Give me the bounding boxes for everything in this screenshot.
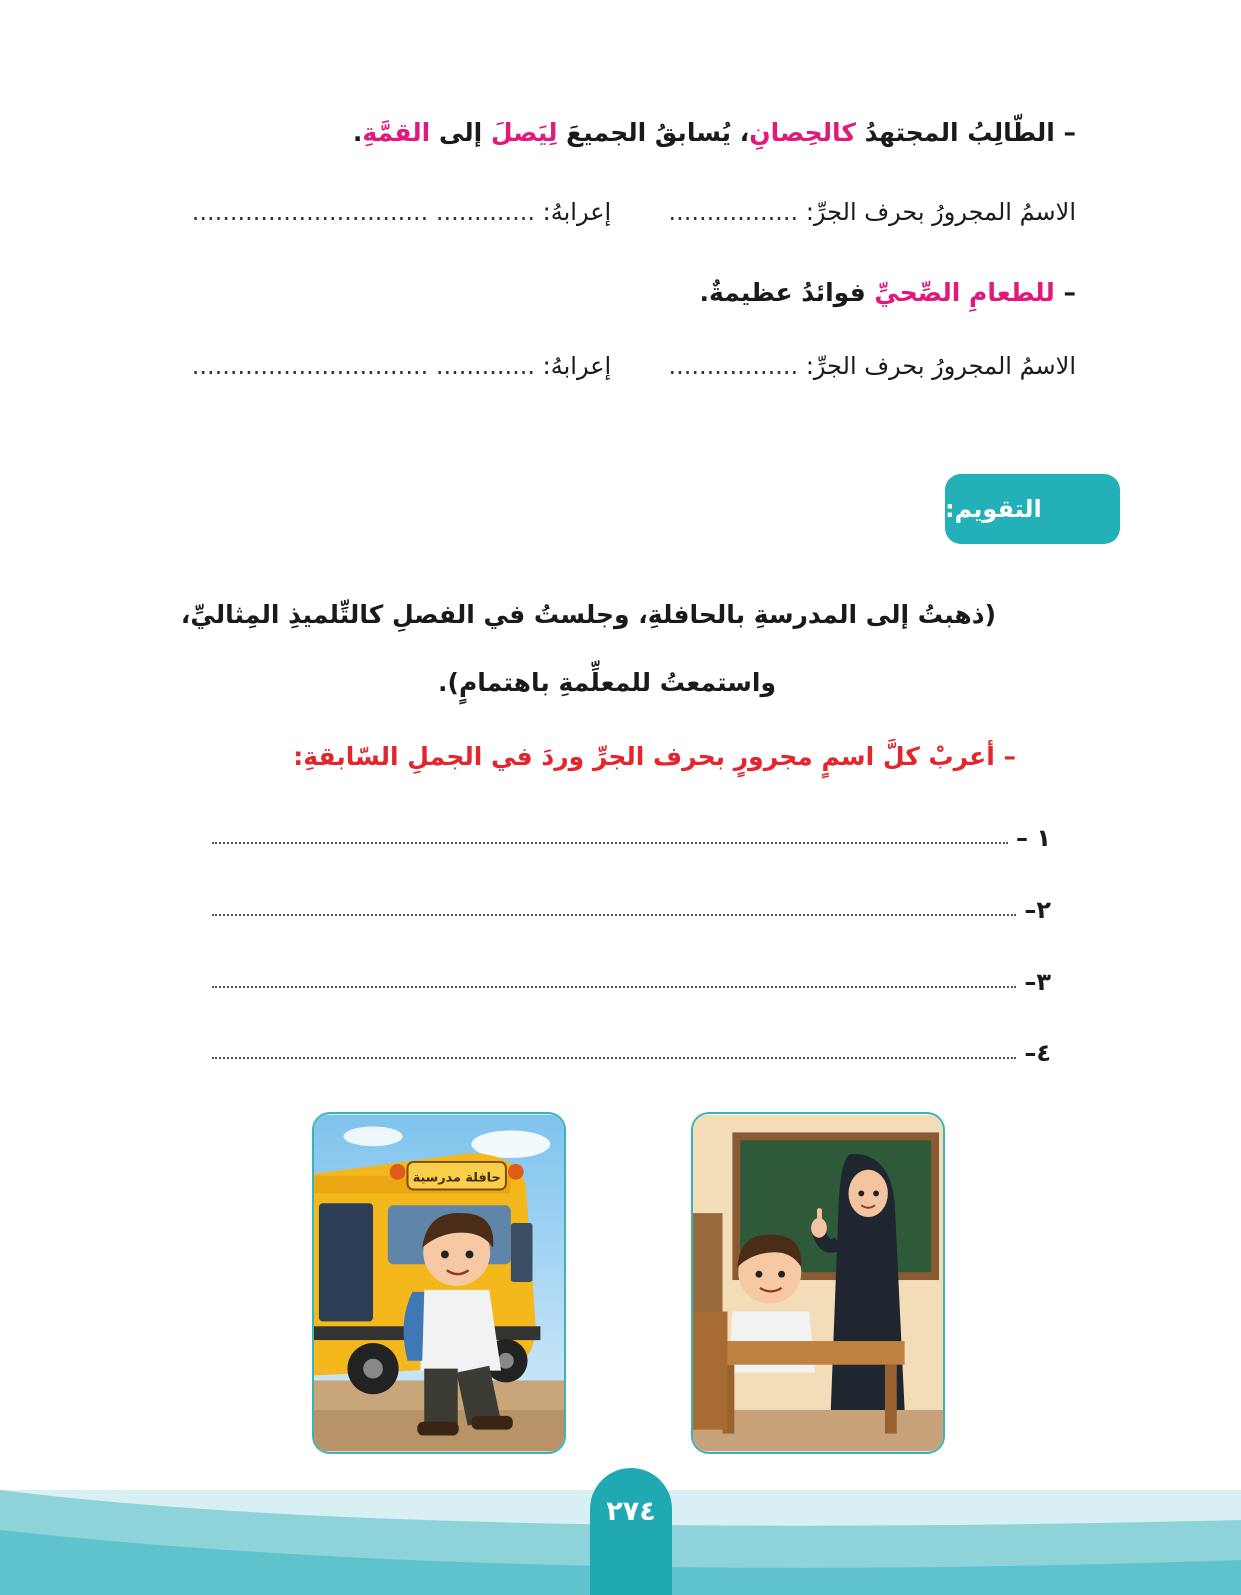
answer-dotted-line[interactable] — [212, 986, 1016, 988]
evaluation-tag: التقويم: — [945, 474, 1120, 544]
answer-line[interactable] — [212, 818, 1051, 858]
sentence-part: . — [352, 118, 363, 147]
answer-blank[interactable]: ................. — [668, 352, 799, 380]
sentence-part: الطّالِبُ المجتهدُ — [855, 118, 1055, 147]
question-label: الاسمُ المجرورُ بحرف الجرِّ: — [805, 198, 1076, 226]
answer-line[interactable] — [212, 962, 1051, 1002]
irab-label: إعرابهُ: — [542, 198, 612, 226]
classroom-illustration — [691, 1112, 945, 1454]
irab-blank[interactable]: ............. ............................... — [191, 352, 536, 380]
sentence-part: كالحِصانِ — [749, 118, 856, 147]
answer-dotted-line[interactable] — [212, 1057, 1016, 1059]
sentence-part: إلى — [430, 118, 491, 147]
bus-sign-text: حافلة مدرسية — [412, 1170, 501, 1186]
irab-blank[interactable]: ............. ............................... — [191, 198, 536, 226]
answer-blank[interactable]: ................. — [668, 198, 799, 226]
exercise-sentence-1 — [353, 118, 1076, 147]
irab-label: إعرابهُ: — [542, 352, 612, 380]
classroom-image — [693, 1114, 943, 1452]
school-bus-image — [314, 1114, 564, 1452]
sentence-part: للطعامِ الصِّحيِّ — [874, 278, 1055, 307]
evaluation-paragraph-line-2: واستمعتُ للمعلِّمةِ باهتمامٍ). — [438, 668, 776, 697]
school-bus-illustration — [312, 1112, 566, 1454]
answer-line[interactable] — [212, 890, 1051, 930]
question-row-2 — [192, 352, 1076, 380]
sentence-part: لِيَصلَ — [490, 118, 558, 147]
answer-dotted-line[interactable] — [212, 914, 1016, 916]
sentence-part: فوائدُ عظيمةٌ. — [699, 278, 875, 307]
answer-number: ١ – — [1015, 824, 1051, 852]
sentence-part: القمَّةِ — [362, 118, 431, 147]
dash: – — [1054, 278, 1076, 307]
dash: – — [1054, 118, 1076, 147]
evaluation-paragraph-line-1: (ذهبتُ إلى المدرسةِ بالحافلةِ، وجلستُ في الفصلِ كالتِّلميذِ المِثاليِّ، — [180, 600, 996, 629]
answer-dotted-line[interactable] — [212, 842, 1008, 844]
answer-number: ٣– — [1024, 968, 1051, 996]
answer-number: ٤– — [1024, 1039, 1051, 1067]
answer-line[interactable] — [212, 1033, 1051, 1073]
exercise-sentence-2 — [700, 278, 1077, 307]
question-label: الاسمُ المجرورُ بحرف الجرِّ: — [805, 352, 1076, 380]
question-row-1 — [192, 198, 1076, 226]
evaluation-instruction: – أعربْ كلَّ اسمٍ مجرورٍ بحرف الجرِّ وردَ في الجملِ السّابقةِ: — [293, 742, 1016, 771]
sentence-part: ، يُسابقُ الجميعَ — [557, 118, 750, 147]
answer-number: ٢– — [1024, 896, 1051, 924]
page-number: ٢٧٤ — [590, 1468, 672, 1595]
